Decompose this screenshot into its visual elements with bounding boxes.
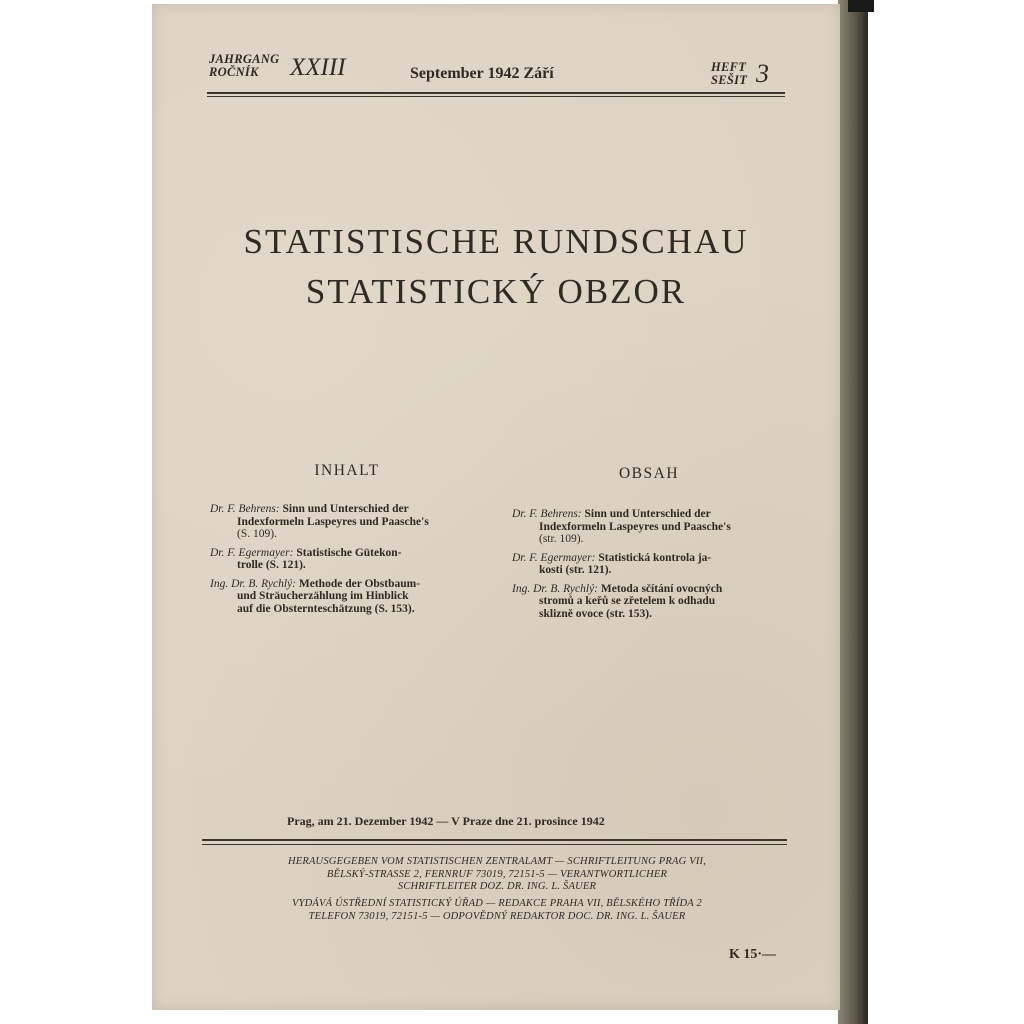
contents-entry-de: Dr. F. Behrens: Sinn und Unterschied der Indexformeln Laspeyres und Paasche's (S. 109).: [210, 503, 429, 540]
volume-label-de: JAHRGANG: [209, 52, 280, 66]
price: K 15·—: [729, 947, 777, 962]
contents-entry-de: Dr. F. Egermayer: Statistische Gütekon- trolle (S. 121).: [210, 546, 402, 571]
imprint-cs: VYDÁVÁ ÚSTŘEDNÍ STATISTICKÝ ÚŘAD — REDAKCE PRAHA VII, BĚLSKÉHO TŘÍDA 2 TELEFON 73019, 72151-5 — ODPOVĚDNÝ REDAKTOR DOC. DR. ING. L. ŠAUER: [292, 898, 702, 922]
contents-entry-de: Ing. Dr. B. Rychlý: Methode der Obstbaum- und Sträucherzählung im Hinblick auf die Obsternteschätzung (S. 153).: [210, 577, 421, 615]
place-date: Prag, am 21. Dezember 1942 — V Praze dne 21. prosince 1942: [287, 814, 605, 828]
masthead-rule-2: [207, 96, 785, 97]
contents-entry-cs: Ing. Dr. B. Rychlý: Metoda sčítání ovocných stromů a keřů se zřetelem k odhadu sklizně ovoce (str. 153).: [512, 582, 723, 620]
issue-label-de: HEFT: [711, 60, 747, 74]
issue-label: [711, 61, 747, 87]
journal-title-cs: STATISTICKÝ OBZOR: [305, 272, 687, 311]
contents-heading-cs: OBSAH: [618, 465, 680, 482]
scan-corner: [848, 0, 874, 12]
issue-number: 3: [756, 59, 769, 88]
footer-rule-2: [202, 844, 787, 845]
volume-label-cs: ROČNÍK: [209, 65, 259, 79]
journal-title-de: STATISTISCHE RUNDSCHAU: [243, 222, 749, 261]
footer-rule-1: [202, 839, 787, 841]
issue-label-cs: SEŠIT: [711, 73, 748, 87]
contents-list-cs: [512, 508, 731, 620]
contents-heading-de: INHALT: [314, 462, 380, 479]
scan-edge-shadow: [838, 0, 868, 1024]
volume-number: XXIII: [290, 54, 346, 81]
volume-label: [209, 53, 279, 79]
masthead-rule-1: [207, 92, 785, 94]
imprint-de: HERAUSGEGEBEN VOM STATISTISCHEN ZENTRALAMT — SCHRIFTLEITUNG PRAG VII, BĚLSKÝ-STRASSE 2, FERNRUF 73019, 72151-5 — VERANTWORTLICHER SCHRIFTLEITER DOZ. DR. ING. L. ŠAUER: [287, 856, 707, 892]
contents-entry-cs: Dr. F. Behrens: Sinn und Unterschied der Indexformeln Laspeyres und Paasche's (str. 109).: [512, 508, 731, 545]
journal-cover: [152, 4, 840, 1010]
contents-entry-cs: Dr. F. Egermayer: Statistická kontrola ja- kosti (str. 121).: [512, 551, 712, 576]
issue-date: September 1942 Září: [410, 65, 554, 82]
contents-list-de: [210, 503, 429, 615]
